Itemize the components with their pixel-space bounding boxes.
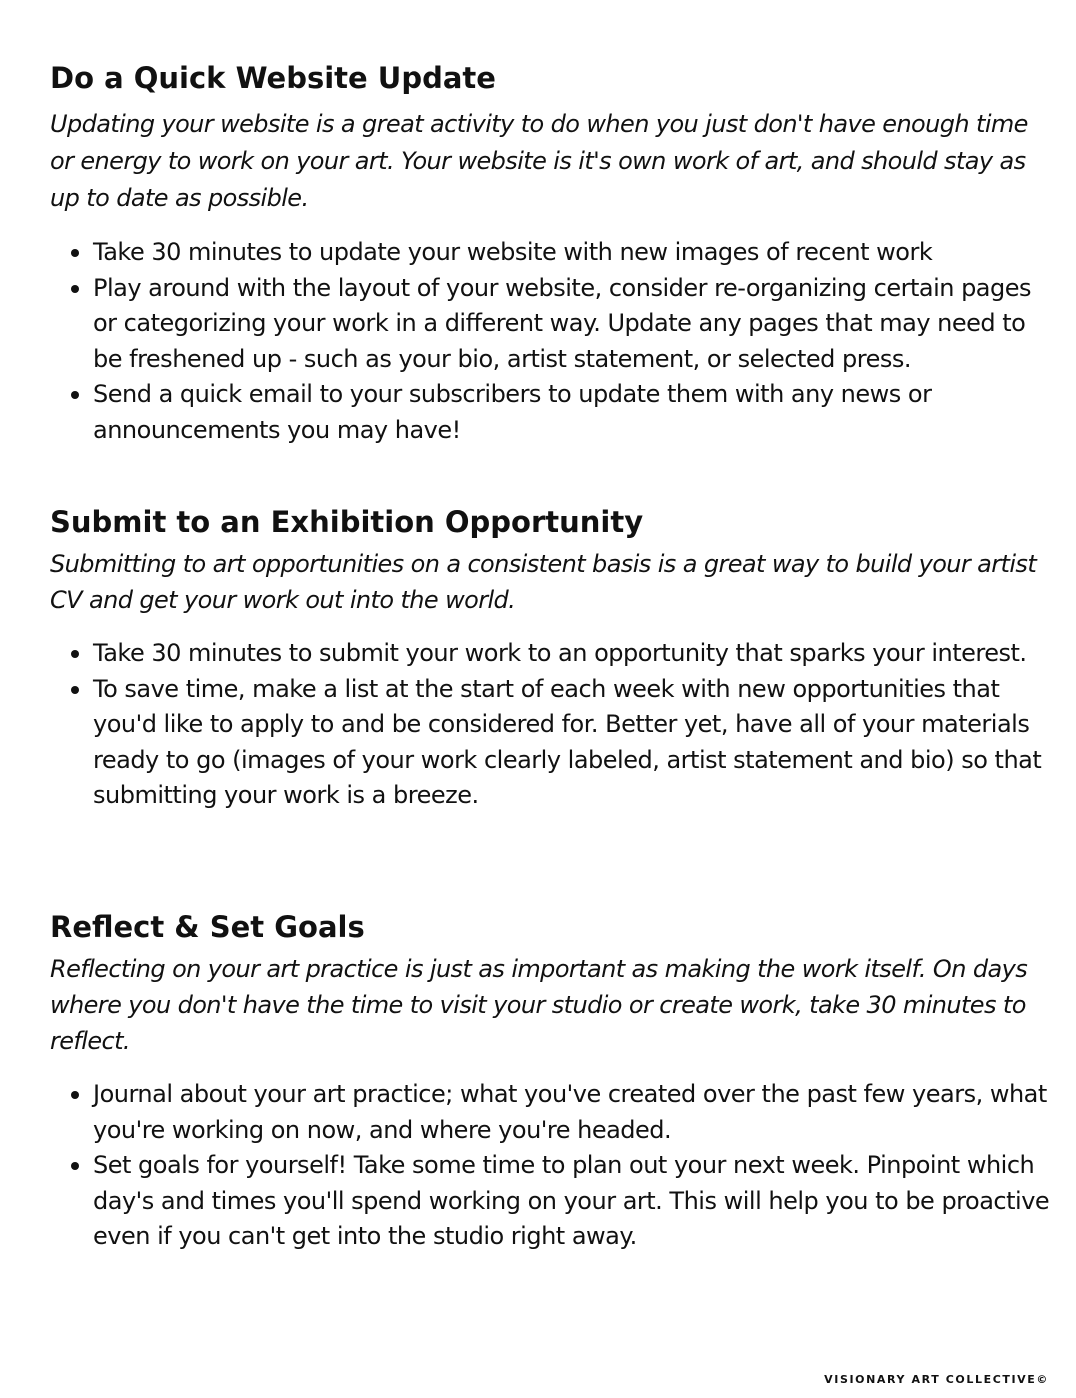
- list-item: Take 30 minutes to submit your work to an opportunity that sparks your interest.: [93, 636, 1050, 672]
- section-heading: Submit to an Exhibition Opportunity: [50, 505, 644, 539]
- bullet-list: [50, 1077, 1050, 1255]
- list-item: Journal about your art practice; what you've created over the past few years, what you're working on now, and where you're headed.: [93, 1077, 1050, 1148]
- list-item: Send a quick email to your subscribers to update them with any news or announcements you may have!: [93, 377, 1050, 448]
- section-intro: Updating your website is a great activity to do when you just don't have enough time or energy to work on your art. Your website is it's own work of art, and should stay as up to date as possible.: [50, 110, 1028, 212]
- section-intro: Submitting to art opportunities on a consistent basis is a great way to build your artist CV and get your work out into the world.: [50, 550, 1037, 614]
- section-exhibition-opportunity: [50, 500, 1050, 814]
- bullet-list: [50, 235, 1050, 448]
- section-intro: Reflecting on your art practice is just as important as making the work itself. On days where you don't have the time to visit your studio or create work, take 30 minutes to reflect.: [50, 955, 1028, 1055]
- list-item: To save time, make a list at the start of each week with new opportunities that you'd like to apply to and be considered for. Better yet, have all of your materials ready to go (images of your work clearly labeled, artist statement and bio) so that submitting your work is a breeze.: [93, 672, 1050, 814]
- section-reflect-goals: [50, 905, 1050, 1255]
- section-heading: Do a Quick Website Update: [50, 61, 496, 95]
- section-heading: Reflect & Set Goals: [50, 910, 365, 944]
- list-item: Play around with the layout of your website, consider re-organizing certain pages or categorizing your work in a different way. Update any pages that may need to be freshened up - such as your bio, artist statement, or selected press.: [93, 271, 1050, 378]
- list-item: Set goals for yourself! Take some time to plan out your next week. Pinpoint which day's and times you'll spend working on your art. This will help you to be proactive even if you can't get into the studio right away.: [93, 1148, 1050, 1255]
- footer-brand: VISIONARY ART COLLECTIVE©: [824, 1373, 1049, 1386]
- list-item: Take 30 minutes to update your website with new images of recent work: [93, 235, 1050, 271]
- bullet-list: [50, 636, 1050, 814]
- section-website-update: [50, 56, 1050, 448]
